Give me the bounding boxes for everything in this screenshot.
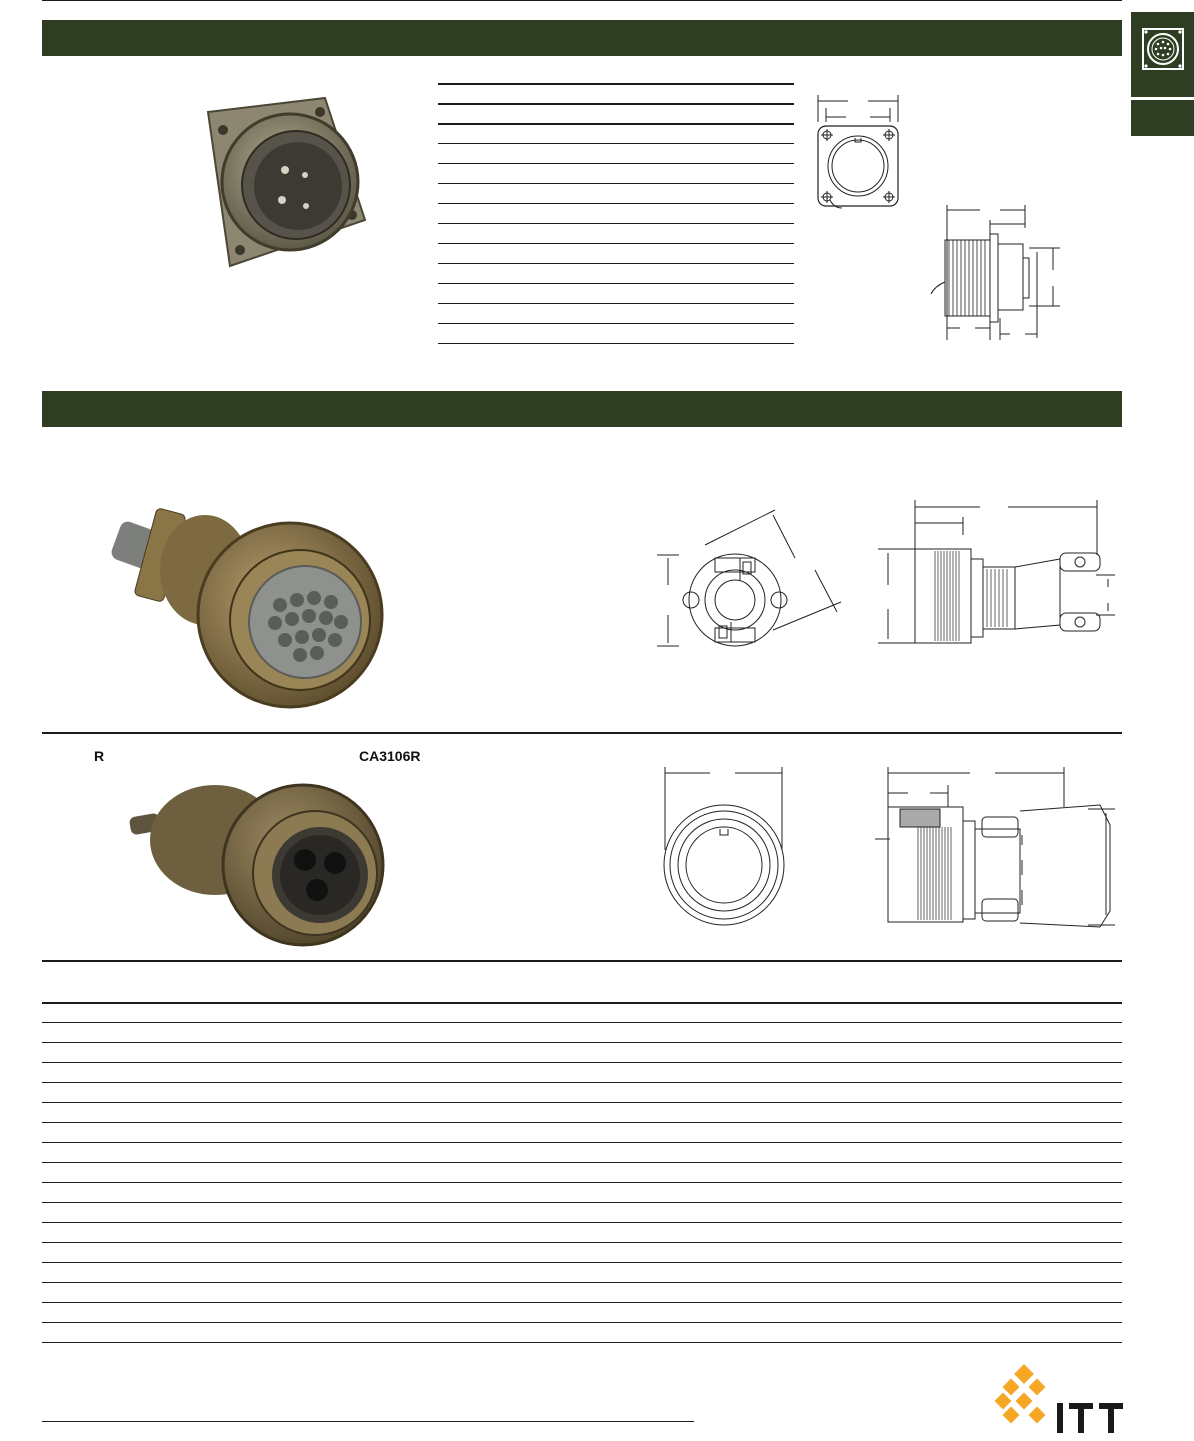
- dimension-table-bottom-rule: [42, 1342, 1122, 1343]
- spec-table-rule: [438, 303, 794, 304]
- dimension-table-header-rule: [42, 1002, 1122, 1004]
- spec-table-rule: [438, 163, 794, 164]
- dimension-table-rule: [42, 1322, 1122, 1323]
- dimension-table-rule: [42, 1102, 1122, 1103]
- subsection-label-part-number: CA3106R: [359, 748, 421, 764]
- plug-with-cable-clamp-photo: [105, 490, 385, 720]
- spec-table-rule: [438, 103, 794, 105]
- dimension-table-rule: [42, 1062, 1122, 1063]
- dimension-table-rule: [42, 1262, 1122, 1263]
- spec-table-rule: [438, 183, 794, 184]
- dimension-table-rule: [42, 1302, 1122, 1303]
- plug-front-view-drawing: [655, 500, 845, 660]
- side-tab-secondary[interactable]: [1131, 100, 1194, 136]
- itt-diamond-logo: [995, 1365, 1135, 1440]
- dimension-table-rule: [42, 1022, 1122, 1023]
- dimension-table-rule: [42, 1202, 1122, 1203]
- spec-table-rule: [438, 143, 794, 144]
- receptacle-front-view-drawing: [810, 90, 910, 220]
- spec-table-rule: [438, 243, 794, 244]
- dimension-table-rule: [42, 1282, 1122, 1283]
- dimension-table-rule: [42, 1142, 1122, 1143]
- footer-rule: [42, 1421, 694, 1422]
- straight-plug-front-view-drawing: [660, 765, 790, 945]
- spec-table-rule: [438, 123, 794, 125]
- subsection-label-left: R: [94, 748, 105, 764]
- spec-table-rule: [438, 263, 794, 264]
- dimension-table-rule: [42, 1042, 1122, 1043]
- section-header-band-receptacle: [42, 20, 1122, 56]
- top-rule: [42, 0, 1122, 1]
- subsection-divider: [42, 732, 1122, 734]
- dimension-table-rule: [42, 1082, 1122, 1083]
- receptacle-side-view-drawing: [925, 200, 1065, 350]
- spec-table-rule: [438, 283, 794, 284]
- section-header-band-plug: [42, 391, 1122, 427]
- dimension-table-rule: [42, 1242, 1122, 1243]
- straight-plug-side-view-drawing: [870, 765, 1130, 940]
- dimension-table-rule: [42, 1122, 1122, 1123]
- spec-table-rule: [438, 223, 794, 224]
- spec-table-top-rule: [438, 83, 794, 85]
- circular-connector-face-icon: [1131, 12, 1194, 97]
- dimension-table-rule: [42, 1182, 1122, 1183]
- side-tab-connector[interactable]: [1131, 12, 1194, 97]
- dimension-table-rule: [42, 1162, 1122, 1163]
- box-mount-receptacle-photo: [190, 90, 390, 270]
- dimension-table-top-rule: [42, 960, 1122, 962]
- straight-plug-photo: [125, 765, 385, 950]
- spec-table-rule: [438, 203, 794, 204]
- plug-side-view-drawing: [870, 495, 1110, 645]
- spec-table-rule: [438, 323, 794, 324]
- dimension-table-rule: [42, 1222, 1122, 1223]
- spec-table-rule: [438, 343, 794, 344]
